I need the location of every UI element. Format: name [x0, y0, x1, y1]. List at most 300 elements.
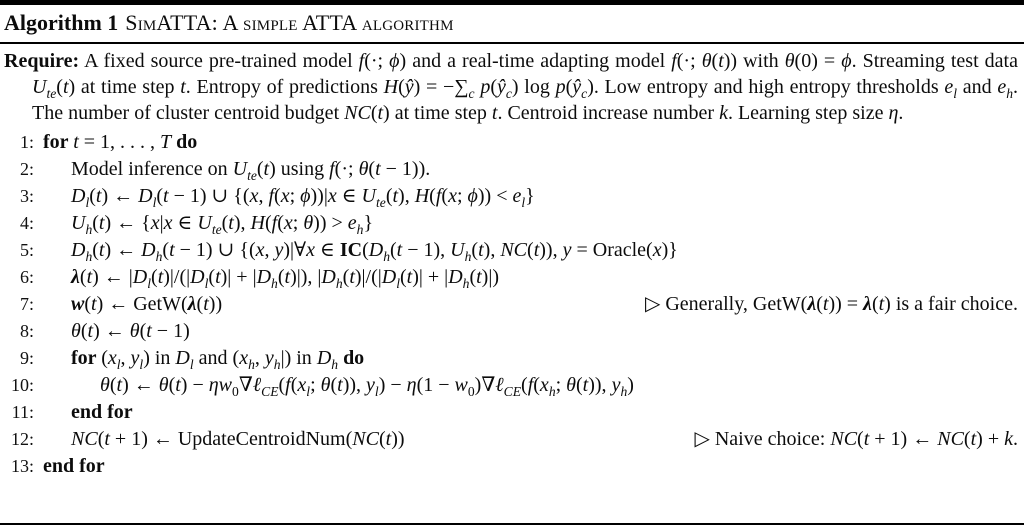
text-segment: t — [203, 293, 209, 315]
text-segment: ( — [89, 185, 96, 207]
algorithm-line-7 — [4, 291, 1018, 318]
text-segment: D — [256, 266, 272, 288]
text-segment: ; — [456, 185, 468, 207]
text-segment: ( — [471, 239, 479, 261]
text-segment: ; — [292, 212, 304, 234]
text-segment: x — [652, 239, 662, 261]
line-comment — [633, 291, 1018, 318]
text-segment: ( — [385, 185, 393, 207]
text-segment: ϕ — [467, 185, 478, 207]
text-segment: ( — [56, 76, 63, 98]
line-number: 10: — [10, 375, 34, 395]
text-segment: f — [358, 50, 365, 72]
text-segment: t — [169, 239, 175, 261]
text-segment: )|/(| — [163, 266, 191, 288]
line-number: 12: — [10, 429, 34, 449]
text-segment: x — [297, 374, 307, 396]
text-segment: do — [343, 347, 365, 369]
text-segment: t — [878, 293, 885, 315]
text-segment: )) > — [313, 212, 348, 234]
text-segment: ( — [711, 50, 719, 72]
text-segment: f — [527, 374, 534, 396]
text-segment: ( — [151, 266, 158, 288]
text-segment: ( — [79, 266, 87, 288]
algorithm-line-5 — [4, 237, 1018, 264]
text-segment: ) ← — [93, 320, 130, 342]
text-segment: ( — [368, 158, 376, 180]
algorithm-number-label: Algorithm 1 — [4, 10, 119, 35]
text-segment: ( — [256, 158, 264, 180]
text-segment: . — [898, 102, 904, 124]
text-segment: D — [368, 239, 384, 261]
algorithm-line-6 — [4, 264, 1018, 291]
text-segment: |) in — [280, 347, 317, 369]
text-segment: t — [392, 185, 399, 207]
text-segment: t — [104, 428, 110, 450]
text-segment: do — [176, 131, 198, 153]
text-segment: t — [478, 239, 484, 261]
text-segment: ) in — [143, 347, 176, 369]
math-subscript: 0 — [232, 384, 239, 399]
text-segment: t — [163, 185, 169, 207]
text-segment: ; — [555, 374, 567, 396]
text-segment: ( — [389, 239, 397, 261]
math-subscript: CE — [503, 384, 522, 399]
text-segment: λ — [807, 293, 817, 315]
text-segment: ( — [963, 428, 971, 450]
text-segment: ) ← — [101, 185, 139, 207]
text-segment: , — [264, 239, 275, 261]
text-segment: ∇ — [238, 374, 253, 396]
text-segment: e — [944, 76, 954, 98]
text-segment: ( — [139, 320, 147, 342]
text-segment: D — [138, 185, 153, 207]
text-segment: t — [476, 266, 482, 288]
text-segment: (0) = — [794, 50, 842, 72]
text-segment: and — [957, 76, 998, 98]
line-number: 5: — [19, 240, 34, 260]
text-segment: ( — [490, 76, 497, 98]
math-subscript: l — [147, 276, 152, 291]
text-segment: ) ← GetW( — [96, 293, 188, 315]
text-segment: f — [271, 212, 278, 234]
text-segment: D — [321, 266, 336, 288]
text-segment: y — [366, 374, 375, 396]
text-segment: ) log — [511, 76, 556, 98]
text-segment: )), — [342, 374, 367, 396]
text-segment: ŷ — [496, 76, 506, 98]
text-segment: ), — [398, 185, 415, 207]
text-segment: ( — [196, 293, 204, 315]
text-segment: . Centroid increase number — [497, 102, 720, 124]
text-segment: ( — [429, 185, 436, 207]
text-segment: η — [208, 374, 219, 396]
text-segment: t — [337, 374, 343, 396]
text-segment: ( — [277, 266, 285, 288]
text-segment: ℓ — [495, 374, 504, 396]
text-segment: )) < — [477, 185, 513, 207]
text-segment: . The number of cluster centroid budget — [32, 76, 1019, 124]
text-segment: ; — [310, 374, 321, 396]
algorithm-line-2 — [4, 156, 1018, 183]
text-segment: ( — [469, 266, 477, 288]
text-segment: − 1) ∪ {( — [174, 239, 256, 261]
math-subscript: 0 — [467, 384, 475, 399]
math-subscript: te — [211, 222, 222, 237]
text-segment: ) ← — [104, 239, 142, 261]
text-segment: y — [562, 239, 572, 261]
text-segment: ) — [627, 374, 634, 396]
text-segment: ( — [370, 102, 378, 124]
text-segment: θ — [100, 374, 110, 396]
line-code — [43, 345, 364, 372]
text-segment: IC — [339, 239, 363, 261]
text-segment: Require: — [4, 50, 80, 72]
text-segment: ϕ — [389, 50, 400, 72]
algorithm-lines — [0, 127, 1024, 523]
text-segment: T — [160, 131, 172, 153]
math-subscript: l — [396, 276, 400, 291]
text-segment: ( — [109, 374, 117, 396]
text-segment: x — [239, 347, 249, 369]
text-segment: w — [454, 374, 468, 396]
text-segment: ) and a real-time adapting model — [399, 50, 672, 72]
text-segment: D — [381, 266, 397, 288]
text-segment: (·; — [364, 50, 390, 72]
text-segment: t — [377, 102, 384, 124]
text-segment: ), — [233, 212, 251, 234]
text-segment: t — [406, 266, 413, 288]
algorithm-line-8 — [4, 318, 1018, 345]
line-code — [43, 264, 499, 291]
text-segment: f — [435, 185, 442, 207]
text-segment: ), — [483, 239, 501, 261]
line-code — [43, 183, 535, 210]
text-segment: ). Low entropy and high entropy thresholds — [587, 76, 945, 98]
math-subscript: c — [505, 86, 512, 101]
math-subscript: l — [139, 357, 144, 372]
math-subscript: l — [204, 276, 209, 291]
text-segment: ∈ — [315, 239, 340, 261]
text-segment: NC — [500, 239, 528, 261]
text-segment: y — [264, 347, 274, 369]
text-segment: D — [448, 266, 463, 288]
line-number: 9: — [19, 348, 34, 368]
math-subscript: h — [331, 357, 339, 372]
text-segment: ( — [398, 76, 405, 98]
text-segment: ) using — [269, 158, 330, 180]
text-segment: y — [611, 374, 621, 396]
text-segment: ∈ — [336, 185, 362, 207]
text-segment: )∇ — [474, 374, 496, 396]
text-segment: t — [970, 428, 977, 450]
text-segment: ( — [342, 266, 350, 288]
text-segment: )|), | — [290, 266, 322, 288]
text-segment: A fixed source pre-trained model — [79, 50, 359, 72]
math-subscript: l — [521, 195, 526, 210]
text-segment: λ — [863, 293, 872, 315]
text-segment: H — [250, 212, 265, 234]
text-segment: . Streaming test data — [851, 50, 1018, 72]
text-segment: end for — [43, 455, 105, 477]
text-segment: . Learning step size — [727, 102, 889, 124]
text-segment: ) is a fair choice. — [884, 293, 1018, 315]
text-segment: ( — [441, 185, 449, 207]
text-segment: NC — [352, 428, 379, 450]
text-segment: ( — [565, 76, 573, 98]
math-subscript: CE — [261, 384, 279, 399]
text-segment: D — [132, 266, 148, 288]
math-subscript: h — [464, 249, 472, 264]
text-segment: H — [383, 76, 399, 98]
algorithm-line-3 — [4, 183, 1018, 210]
text-segment: f — [671, 50, 677, 72]
text-segment: x — [327, 185, 337, 207]
math-subscript: c — [581, 86, 588, 101]
text-segment: θ — [303, 212, 314, 234]
text-segment: p — [555, 76, 566, 98]
text-segment: ▷ Naive choice: — [694, 428, 831, 450]
text-segment: θ — [320, 374, 331, 396]
text-segment: H — [414, 185, 430, 207]
text-segment: NC — [830, 428, 858, 450]
text-segment: t — [62, 76, 69, 98]
text-segment: , — [254, 347, 265, 369]
text-segment: f — [268, 185, 275, 207]
math-subscript: h — [273, 357, 281, 372]
text-segment: t — [718, 50, 724, 72]
math-subscript: h — [1006, 86, 1014, 101]
text-segment: t — [146, 320, 152, 342]
text-segment: . Entropy of predictions — [185, 76, 384, 98]
algorithm-title — [0, 5, 1024, 44]
text-segment: x — [448, 185, 457, 207]
text-segment: t — [98, 212, 105, 234]
text-segment: ( — [521, 374, 528, 396]
text-segment: )) — [391, 428, 405, 450]
algorithm-name: SimATTA: A simple ATTA algorithm — [125, 10, 454, 35]
text-segment: x — [249, 185, 259, 207]
text-segment: ( — [92, 239, 99, 261]
text-segment: ( — [274, 185, 281, 207]
text-segment: t — [582, 374, 589, 396]
text-segment: U — [450, 239, 465, 261]
text-segment: D — [141, 239, 156, 261]
text-segment: t — [491, 102, 498, 124]
text-segment: D — [316, 347, 332, 369]
text-segment: λ — [71, 266, 80, 288]
line-number: 7: — [19, 294, 34, 314]
text-segment: x — [255, 239, 265, 261]
algorithm-line-9 — [4, 345, 1018, 372]
require-block — [0, 44, 1024, 127]
text-segment: t — [533, 239, 540, 261]
algorithm-line-1 — [4, 129, 1018, 156]
text-segment: )} — [661, 239, 678, 261]
math-subscript: l — [374, 384, 379, 399]
text-segment: (·; — [334, 158, 359, 180]
text-segment: t — [284, 266, 291, 288]
text-segment: λ — [187, 293, 197, 315]
text-segment: U — [232, 158, 248, 180]
text-segment: w — [218, 374, 233, 396]
text-segment: ϕ — [841, 50, 852, 72]
text-segment: )|) — [481, 266, 499, 288]
text-segment: ) ← { — [104, 212, 151, 234]
text-segment: ) at time step — [383, 102, 492, 124]
line-number: 6: — [19, 267, 34, 287]
text-segment: k — [1004, 428, 1013, 450]
text-segment: ( — [871, 293, 879, 315]
text-segment: x — [306, 239, 316, 261]
text-segment: end for — [71, 401, 133, 423]
text-segment: y — [130, 347, 140, 369]
math-subscript: c — [468, 86, 475, 101]
text-segment: D — [190, 266, 205, 288]
text-segment: ( — [92, 212, 99, 234]
text-segment: + 1) ← — [869, 428, 938, 450]
text-segment: ) ← — [122, 374, 159, 396]
text-segment: ) at time step — [68, 76, 181, 98]
text-segment: ( — [101, 347, 108, 369]
text-segment: ( — [162, 239, 170, 261]
text-segment: ( — [857, 428, 864, 450]
text-segment: ( — [84, 293, 92, 315]
algorithm-line-10 — [4, 372, 1018, 399]
text-segment: U — [71, 212, 86, 234]
text-segment: | — [159, 212, 164, 234]
text-segment: t — [95, 185, 102, 207]
text-segment: t — [263, 158, 270, 180]
text-segment: NC — [344, 102, 371, 124]
text-segment: Model inference on — [71, 158, 233, 180]
text-segment: ( — [221, 212, 229, 234]
line-code — [43, 399, 133, 426]
text-segment: ) + — [976, 428, 1005, 450]
math-subscript: te — [376, 195, 386, 210]
text-segment: w — [71, 293, 85, 315]
text-segment: θ — [784, 50, 795, 72]
text-segment: t — [73, 131, 79, 153]
text-segment: t — [116, 374, 123, 396]
text-segment: x — [150, 212, 160, 234]
math-subscript: l — [85, 195, 90, 210]
text-segment: η — [888, 102, 899, 124]
text-segment: θ — [71, 320, 81, 342]
text-segment: ( — [168, 374, 176, 396]
text-segment: θ — [566, 374, 576, 396]
text-segment: and ( — [193, 347, 240, 369]
line-code — [43, 426, 405, 453]
line-code — [43, 210, 373, 237]
text-segment: ( — [290, 374, 298, 396]
math-subscript: h — [85, 249, 93, 264]
text-segment: k — [719, 102, 728, 124]
text-segment: e — [997, 76, 1007, 98]
math-subscript: l — [953, 86, 958, 101]
text-segment: D — [71, 185, 86, 207]
text-segment: )| + | — [412, 266, 449, 288]
text-segment: + 1) ← UpdateCentroidNum( — [109, 428, 353, 450]
text-segment: e — [512, 185, 522, 207]
text-segment: ∈ — [172, 212, 198, 234]
math-subscript: l — [116, 357, 121, 372]
text-segment: D — [175, 347, 190, 369]
text-segment: t — [822, 293, 829, 315]
text-segment: . — [1013, 428, 1018, 450]
text-segment: )|/(| — [354, 266, 382, 288]
text-segment: ( — [400, 266, 407, 288]
text-segment: − 1), — [402, 239, 451, 261]
text-segment: t — [228, 212, 234, 234]
text-segment: ( — [362, 239, 369, 261]
text-segment: t — [91, 293, 97, 315]
algorithm-line-12 — [4, 426, 1018, 453]
math-subscript: l — [306, 384, 311, 399]
text-segment: )|∀ — [283, 239, 307, 261]
text-segment: ▷ Generally, GetW( — [644, 293, 808, 315]
text-segment: = Oracle( — [571, 239, 653, 261]
text-segment: , — [258, 185, 269, 207]
math-subscript: h — [248, 357, 255, 372]
text-segment: U — [361, 185, 376, 207]
text-segment: y — [274, 239, 284, 261]
text-segment: )| + | — [220, 266, 257, 288]
text-segment: θ — [701, 50, 712, 72]
text-segment: t — [375, 158, 381, 180]
text-segment: ∑ — [454, 76, 469, 98]
text-segment: = 1, . . . , — [78, 131, 161, 153]
text-segment: t — [98, 239, 105, 261]
text-segment: p — [480, 76, 491, 98]
text-segment: for — [71, 347, 102, 369]
line-number: 8: — [19, 321, 34, 341]
text-segment: t — [215, 266, 221, 288]
algorithm-line-11 — [4, 399, 1018, 426]
text-segment: )) with — [723, 50, 785, 72]
text-segment: ( — [80, 320, 88, 342]
text-segment: ) ← | — [92, 266, 133, 288]
line-number: 1: — [19, 132, 34, 152]
line-code — [43, 237, 678, 264]
text-segment: ( — [527, 239, 534, 261]
math-subscript: h — [335, 276, 343, 291]
text-segment: ( — [156, 185, 164, 207]
line-number: 11: — [11, 402, 34, 422]
text-segment: } — [363, 212, 374, 234]
text-segment: ( — [97, 428, 105, 450]
text-segment: t — [385, 428, 392, 450]
math-subscript: h — [462, 276, 470, 291]
text-segment: t — [157, 266, 164, 288]
text-segment: ( — [208, 266, 216, 288]
text-segment: ŷ — [572, 76, 582, 98]
text-segment: , — [120, 347, 131, 369]
text-segment: x — [283, 212, 293, 234]
math-subscript: h — [383, 249, 390, 264]
text-segment: t — [86, 266, 93, 288]
text-segment: ) = − — [413, 76, 455, 98]
text-segment: t — [863, 428, 870, 450]
text-segment: ( — [576, 374, 583, 396]
algorithm-line-4 — [4, 210, 1018, 237]
text-segment: )) — [208, 293, 223, 315]
text-segment: ( — [533, 374, 540, 396]
text-segment: )) = — [828, 293, 864, 315]
text-segment: ) − — [378, 374, 407, 396]
text-segment: f — [285, 374, 291, 396]
math-subscript: l — [189, 357, 194, 372]
